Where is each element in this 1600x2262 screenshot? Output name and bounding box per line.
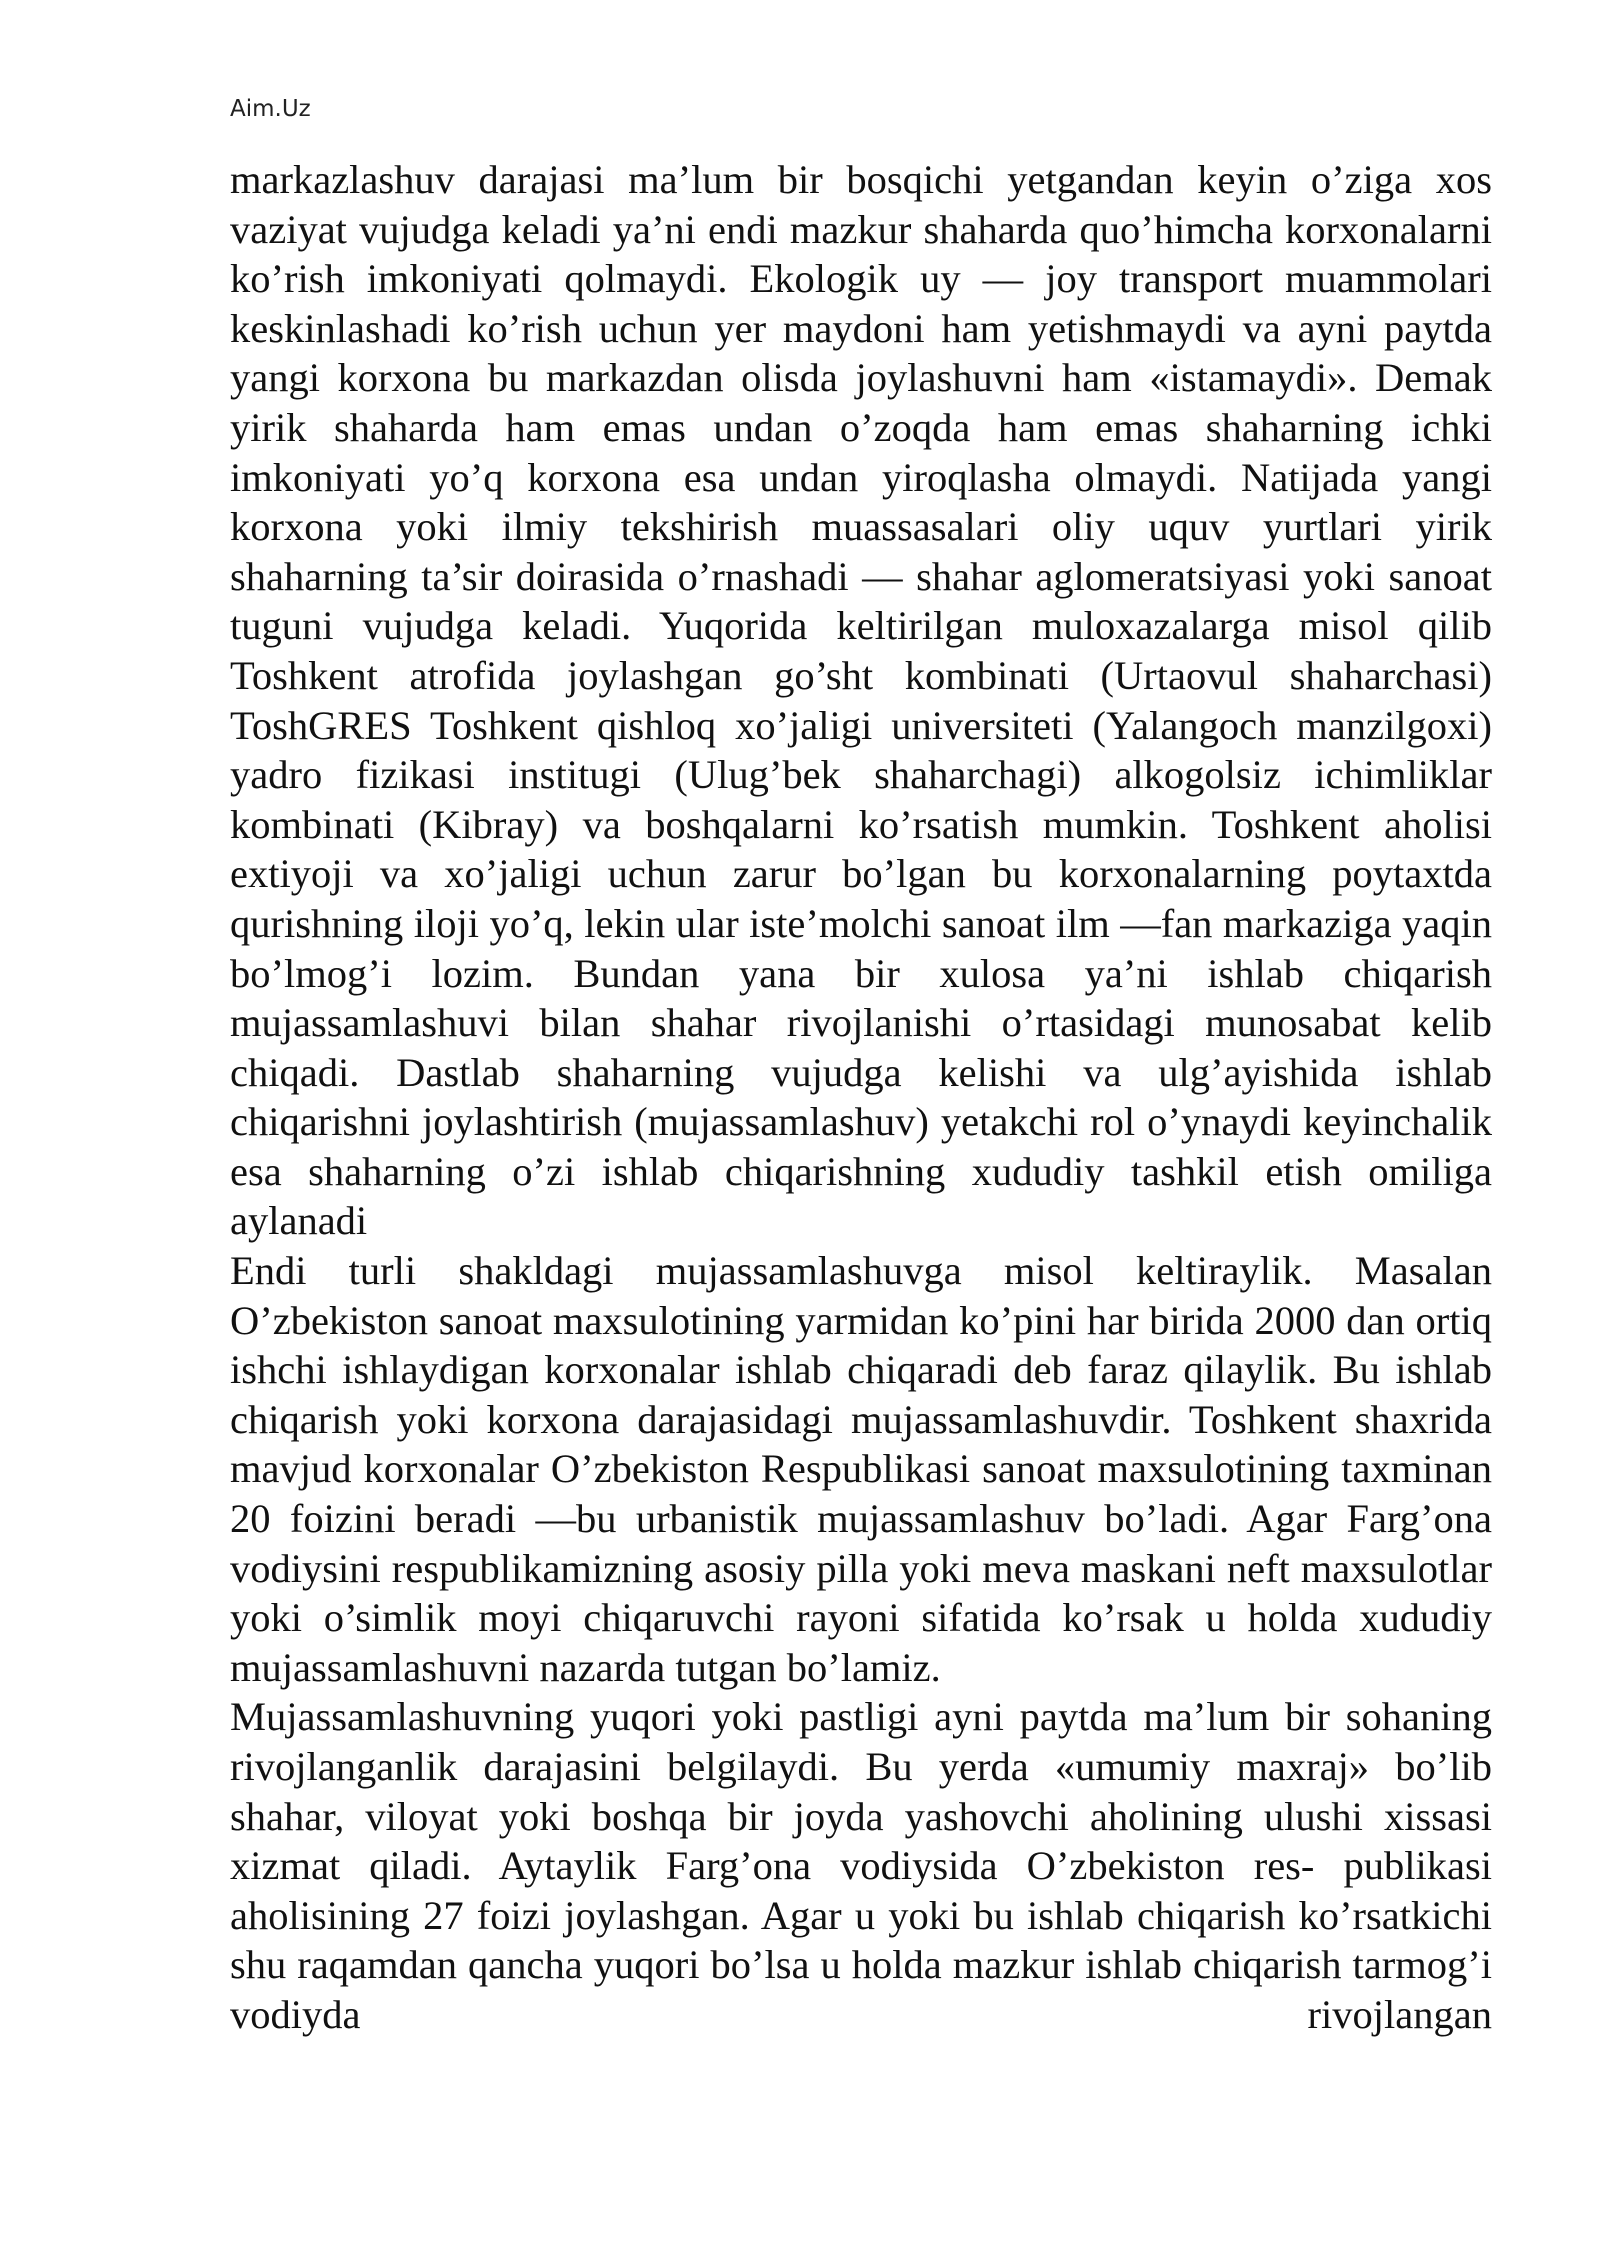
page-header-site: Aim.Uz [230,96,311,122]
body-text [230,155,1492,2040]
paragraph-2: Endi turli shakldagi mujassamlashuvga misol keltiraylik. Masalan O’zbekiston sanoat maxsulotining yarmidan ko’pini har birida 2000 dan ortiq ishchi ishlaydigan korxonalar ishlab chiqaradi deb faraz qilaylik. Bu ishlab chiqarish yoki korxona darajasidagi mujassamlashuvdir. Toshkent shaxrida mavjud korxonalar O’zbekiston Respublikasi sanoat maxsulotining taxminan 20 foizini beradi —bu urbanistik mujassamlashuv bo’ladi. Agar Farg’ona vodiysini respublikamizning asosiy pilla yoki meva maskani neft maxsulotlar yoki o’simlik moyi chiqaruvchi rayoni sifatida ko’rsak u holda xududiy mujassamlashuvni nazarda tutgan bo’lamiz. [230,1248,1492,1690]
paragraph-1: markazlashuv darajasi ma’lum bir bosqichi yetgandan keyin o’ziga xos vaziyat vujudga keladi ya’ni endi mazkur shaharda quo’himcha korxonalarni ko’rish imkoniyati qolmaydi. Ekologik uy — joy transport muammolari keskinlashadi ko’rish uchun yer maydoni ham yetishmaydi va ayni paytda yangi korxona bu markazdan olisda joylashuvni ham «istamaydi». Demak yirik shaharda ham emas undan o’zoqda ham emas shaharning ichki imkoniyati yo’q korxona esa undan yiroqlasha olmaydi. Natijada yangi korxona yoki ilmiy tekshirish muassasalari oliy uquv yurtlari yirik shaharning ta’sir doirasida o’rnashadi — shahar aglomeratsiyasi yoki sanoat tuguni vujudga keladi. Yuqorida keltirilgan muloxazalarga misol qilib Toshkent atrofida joylashgan go’sht kombinati (Urtaovul shaharchasi) ToshGRES Toshkent qishloq xo’jaligi universiteti (Yalangoch manzilgoxi) yadro fizikasi institugi (Ulug’bek shaharchagi) alkogolsiz ichimliklar kombinati (Kibray) va boshqalarni ko’rsatish mumkin. Toshkent aholisi extiyoji va xo’jaligi uchun zarur bo’lgan bu korxonalarning poytaxtda qurishning iloji yo’q, lekin ular iste’molchi sanoat ilm —fan markaziga yaqin bo’lmog’i lozim. Bundan yana bir xulosa ya’ni ishlab chiqarish mujassamlashuvi bilan shahar rivojlanishi o’rtasidagi munosabat kelib chiqadi. Dastlab shaharning vujudga kelishi va ulg’ayishida ishlab chiqarishni joylashtirish (mujassamlashuv) yetakchi rol o’ynaydi keyinchalik esa shaharning o’zi ishlab chiqarishning xududiy tashkil etish omiliga aylanadi [230,157,1492,1244]
paragraph-3: Mujassamlashuvning yuqori yoki pastligi ayni paytda ma’lum bir sohaning rivojlanganlik darajasini belgilaydi. Bu yerda «umumiy maxraj» bo’lib shahar, viloyat yoki boshqa bir joyda yashovchi aholining ulushi xissasi xizmat qiladi. Aytaylik Farg’ona vodiysida O’zbekiston res- publikasi aholisining 27 foizi joylashgan. Agar u yoki bu ishlab chiqarish ko’rsatkichi shu raqamdan qancha yuqori bo’lsa u holda mazkur ishlab chiqarish tarmog’i vodiyda rivojlangan [230,1694,1492,2037]
